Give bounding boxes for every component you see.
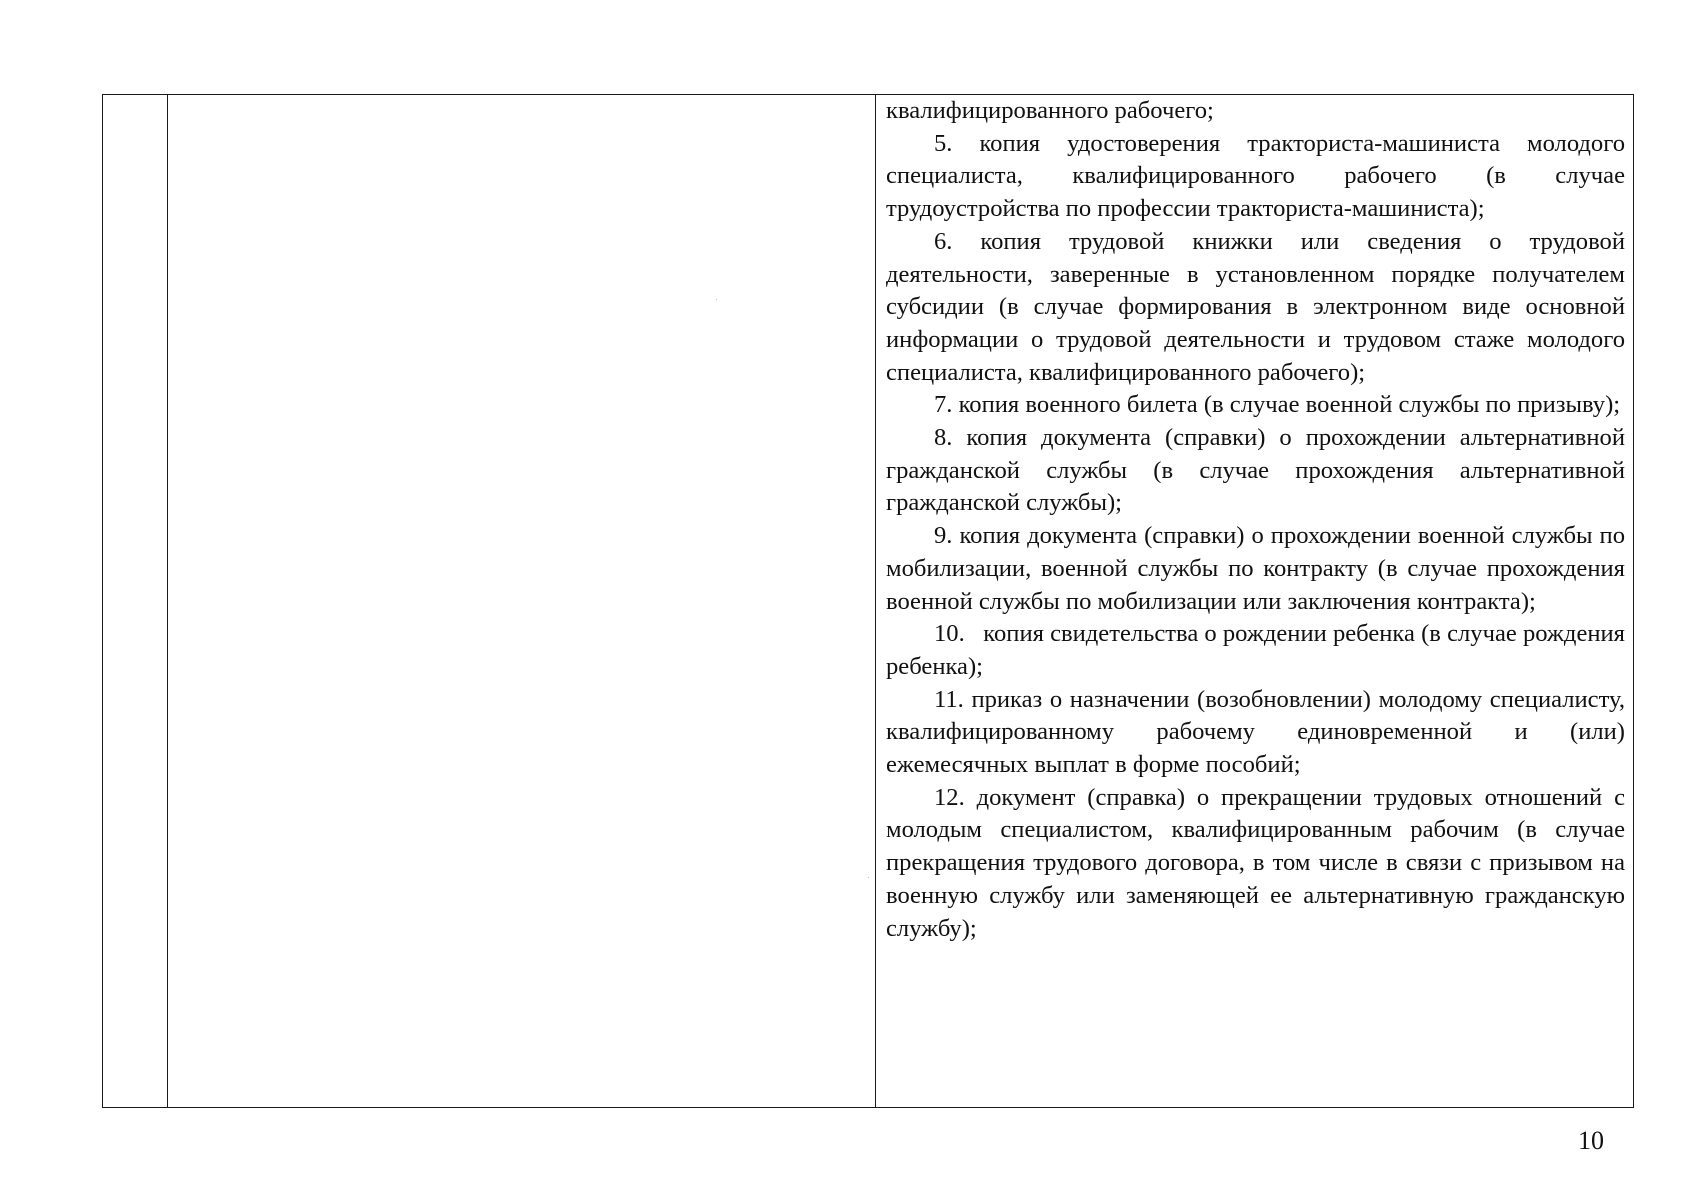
list-item-12: 12. документ (справка) о прекращении трудовых отношений с молодым специалистом, квалифицированным рабочим (в случае прекращения трудового договора, в том числе в связи с призывом на военную службу или заменяющей ее альтернативную гражданскую службу); [886, 783, 1625, 942]
list-item-11: 11. приказ о назначении (возобновлении) молодому специалисту, квалифицированному рабочему единовременной и (или) ежемесячных выплат в форме пособий; [886, 685, 1625, 779]
list-item-7: 7. копия военного билета (в случае военной службы по призыву); [934, 391, 1621, 419]
table-column-name [168, 95, 876, 1107]
list-item-6: 6. копия трудовой книжки или сведения о трудовой деятельности, заверенные в установленном порядке получателем субсидии (в случае формирования в электронном виде основной информации о трудовой деятельности и трудовом стаже молодого специалиста, квалифицированного рабочего); [886, 227, 1625, 386]
list-item-5: 5. копия удостоверения тракториста-машиниста молодого специалиста, квалифицированного рабочего (в случае трудоустройства по профессии тракториста-машиниста); [886, 129, 1625, 223]
page-number: 10 [1578, 1126, 1604, 1155]
table-column-number [103, 95, 168, 1107]
document-table [102, 94, 1634, 1108]
list-item-continuation: квалифицированного рабочего; [886, 97, 1214, 124]
list-item-9: 9. копия документа (справки) о прохождении военной службы по мобилизации, военной службы по контракту (в случае прохождения военной службы по мобилизации или заключения контракта); [886, 522, 1625, 615]
list-item-8: 8. копия документа (справки) о прохождении альтернативной гражданской службы (в случае прохождения альтернативной гражданской службы); [886, 424, 1625, 517]
scan-speck [716, 299, 717, 300]
scan-speck [868, 877, 869, 878]
list-item-10: 10. копия свидетельства о рождении ребенка (в случае рождения ребенка); [886, 620, 1625, 680]
table-column-documents [876, 95, 1633, 1107]
